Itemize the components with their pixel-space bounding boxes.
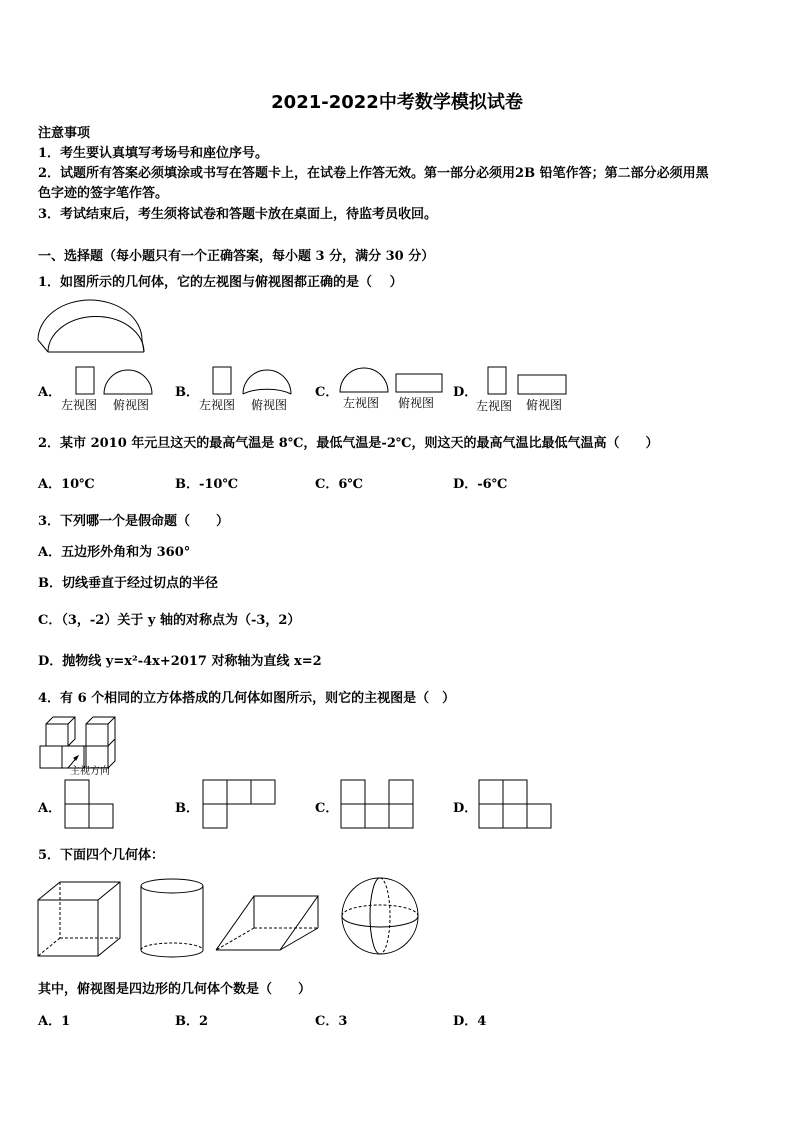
q5-question: 其中，俯视图是四边形的几何体个数是（ ） <box>38 982 312 997</box>
q1-solid-figure <box>36 300 148 356</box>
section-heading: 一、选择题（每小题只有一个正确答案，每小题 3 分，满分 30 分） <box>38 249 435 264</box>
q4-option-d-figure <box>478 779 553 829</box>
q5-option-a[interactable]: A．1 <box>38 1014 71 1029</box>
q1-option-c[interactable]: C． <box>315 385 339 400</box>
q4-option-c[interactable]: C． <box>315 801 339 816</box>
q2-option-a[interactable]: A．10℃ <box>38 477 95 492</box>
q4-stem: 4．有 6 个相同的立方体搭成的几何体如图所示，则它的主视图是（ ） <box>38 691 456 706</box>
q5-option-b[interactable]: B．2 <box>175 1014 209 1029</box>
q4-option-d[interactable]: D． <box>453 801 478 816</box>
q4-option-c-figure <box>340 779 415 829</box>
q4-option-a[interactable]: A． <box>38 801 62 816</box>
q1-option-d-views <box>486 366 572 396</box>
notice-heading: 注意事项 <box>38 126 91 141</box>
q5-cube-figure <box>36 880 122 960</box>
q1-option-c-views <box>338 366 448 396</box>
q1-a-top-view: 俯视图 <box>113 398 150 412</box>
q2-option-c[interactable]: C．6℃ <box>315 477 363 492</box>
q5-option-d[interactable]: D．4 <box>453 1014 487 1029</box>
q1-option-b-views <box>211 366 295 396</box>
q1-stem: 1．如图所示的几何体，它的左视图与俯视图都正确的是（ ） <box>38 275 403 290</box>
q1-option-d[interactable]: D． <box>453 385 478 400</box>
q1-a-left-view: 左视图 <box>61 398 98 412</box>
q3-option-a[interactable]: A．五边形外角和为 360° <box>38 545 191 560</box>
q3-option-c[interactable]: C．（3，-2）关于 y 轴的对称点为（-3，2） <box>38 613 301 628</box>
q1-d-left-view: 左视图 <box>476 399 513 413</box>
q1-option-b[interactable]: B． <box>175 385 199 400</box>
q4-option-a-figure <box>64 779 114 829</box>
q5-cylinder-figure <box>139 878 205 960</box>
q1-d-top-view: 俯视图 <box>526 398 563 412</box>
q5-stem: 5．下面四个几何体： <box>38 848 165 863</box>
q4-option-b[interactable]: B． <box>175 801 199 816</box>
q4-option-b-figure <box>202 779 277 829</box>
notice-item-2-cont: 色字迹的签字笔作答。 <box>38 186 169 201</box>
notice-item-3: 3．考试结束后，考生须将试卷和答题卡放在桌面上，待监考员收回。 <box>38 207 438 222</box>
q1-b-left-view: 左视图 <box>199 398 236 412</box>
q5-option-c[interactable]: C．3 <box>315 1014 348 1029</box>
page-title: 2021-2022中考数学模拟试卷 <box>271 92 523 113</box>
q1-option-a-views <box>74 366 154 396</box>
q1-option-a[interactable]: A． <box>38 385 62 400</box>
q5-sphere-figure <box>340 876 422 958</box>
q1-c-left-view: 左视图 <box>343 396 380 410</box>
q3-option-d[interactable]: D．抛物线 y=x²-4x+2017 对称轴为直线 x=2 <box>38 654 322 669</box>
notice-item-2: 2．试题所有答案必须填涂或书写在答题卡上，在试卷上作答无效。第一部分必须用2B 铅笔作答；第二部分必须用黑 <box>38 166 709 181</box>
q3-option-b[interactable]: B．切线垂直于经过切点的半径 <box>38 576 218 591</box>
q3-stem: 3．下列哪一个是假命题（ ） <box>38 514 230 529</box>
q1-c-top-view: 俯视图 <box>398 396 435 410</box>
q1-b-top-view: 俯视图 <box>251 398 288 412</box>
q4-direction-label: 主视方向 <box>70 766 110 777</box>
q2-stem: 2．某市 2010 年元旦这天的最高气温是 8℃，最低气温是-2℃，则这天的最高气温比最低气温高（ ） <box>38 436 659 451</box>
q2-option-b[interactable]: B．-10℃ <box>175 477 239 492</box>
notice-item-1: 1．考生要认真填写考场号和座位序号。 <box>38 146 269 161</box>
q5-prism-figure <box>214 888 324 954</box>
q2-option-d[interactable]: D．-6℃ <box>453 477 508 492</box>
